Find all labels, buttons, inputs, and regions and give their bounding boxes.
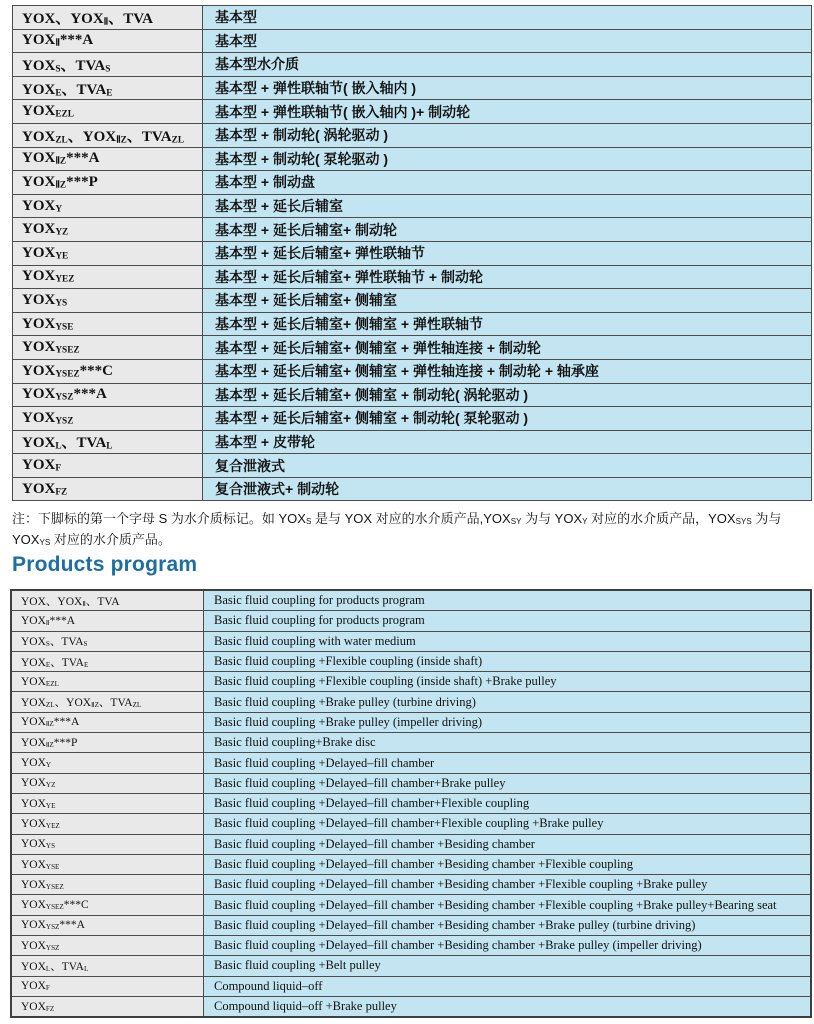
table-row: [13, 312, 812, 336]
model-description-cell: Basic fluid coupling +Delayed–fill chamber +Besiding chamber +Flexible coupling +Brake pulley: [204, 875, 812, 895]
model-subscript: Y: [582, 517, 588, 527]
model-subscript: YSZ: [55, 416, 74, 427]
model-subscript: F: [45, 984, 50, 993]
model-subscript: ⅡZ: [45, 740, 54, 749]
model-subscript: YS: [39, 538, 51, 548]
model-code-cell: $YOX_Y$: [13, 194, 203, 218]
table-row: [13, 76, 812, 100]
model-subscript: YEZ: [45, 821, 60, 830]
table-row: [13, 123, 812, 147]
model-code-cell: $YOX_{YSZ}***A$: [13, 383, 203, 407]
model-subscript: S: [55, 64, 61, 75]
model-description-cell: Basic fluid coupling +Belt pulley: [204, 956, 812, 976]
model-code-cell: $YOX_{EZL}$: [11, 672, 204, 692]
model-subscript: S: [83, 640, 88, 649]
model-description-cell: 基本型 + 延长后辅室+ 侧辅室 + 制动轮( 涡轮驱动 ): [203, 383, 812, 407]
model-subscript: SYS: [735, 517, 752, 527]
model-description-cell: 基本型 + 弹性联轴节( 嵌入轴内 ): [203, 76, 812, 100]
model-code-cell: $YOX_Ⅱ***A$: [13, 29, 203, 53]
model-description-cell: Basic fluid coupling +Delayed–fill chamber: [204, 753, 812, 773]
model-subscript: ⅡZ: [55, 156, 67, 167]
table-row: [13, 336, 812, 360]
model-subscript: S: [105, 64, 111, 75]
model-description-cell: Basic fluid coupling +Delayed–fill chamber+Brake pulley: [204, 773, 812, 793]
table-row: [13, 407, 812, 431]
model-subscript: ⅡZ: [45, 720, 54, 729]
table-row: [11, 733, 811, 753]
model-code-cell: YOX、$YOX_Ⅱ$、TVA: [11, 590, 204, 611]
model-description-cell: 基本型 + 延长后辅室+ 侧辅室 + 弹性轴连接 + 制动轮 + 轴承座: [203, 359, 812, 383]
model-description-cell: Basic fluid coupling +Brake pulley (impeller driving): [204, 712, 812, 732]
model-description-cell: 基本型 + 延长后辅室+ 侧辅室 + 弹性联轴节: [203, 312, 812, 336]
model-subscript: EZL: [45, 679, 59, 688]
table-row: [11, 895, 811, 915]
model-code-cell: $YOX_{YSEZ}***C$: [13, 359, 203, 383]
model-subscript: E: [45, 660, 51, 669]
table-row: [11, 753, 811, 773]
model-code-cell: $YOX_{YSEZ}***C$: [11, 895, 204, 915]
model-description-cell: 基本型 + 延长后辅室+ 弹性联轴节 + 制动轮: [203, 265, 812, 289]
table-row: [11, 793, 811, 813]
table-row: [13, 383, 812, 407]
model-description-cell: Basic fluid coupling +Delayed–fill chamber+Flexible coupling: [204, 793, 812, 813]
model-description-cell: Basic fluid coupling with water medium: [204, 631, 812, 651]
table-row: [13, 430, 812, 454]
model-code-cell: $YOX_{ⅡZ}***A$: [11, 712, 204, 732]
model-code-cell: $YOX_{EZL}$: [13, 100, 203, 124]
model-code-cell: $YOX_E$、$TVA_E$: [13, 76, 203, 100]
model-description-cell: 基本型 + 延长后辅室+ 制动轮: [203, 218, 812, 242]
model-description-cell: 复合泄液式: [203, 454, 812, 478]
model-subscript: ⅡZ: [116, 135, 127, 146]
table-row: [11, 834, 811, 854]
model-description-cell: Basic fluid coupling +Delayed–fill chamber +Besiding chamber +Brake pulley (turbine driving): [204, 915, 812, 935]
model-code-cell: $YOX_{YS}$: [11, 834, 204, 854]
model-code-cell: $YOX_{FZ}$: [11, 996, 204, 1017]
table-row: [13, 194, 812, 218]
model-subscript: L: [45, 965, 51, 974]
model-description-cell: 基本型 + 弹性联轴节( 嵌入轴内 )+ 制动轮: [203, 100, 812, 124]
model-subscript: YE: [45, 801, 56, 810]
model-description-cell: Basic fluid coupling+Brake disc: [204, 733, 812, 753]
model-subscript: ZL: [132, 701, 142, 710]
model-subscript: L: [55, 441, 62, 452]
table-row: [13, 359, 812, 383]
table-row: [13, 100, 812, 124]
model-code-cell: $YOX_L$、$TVA_L$: [11, 956, 204, 976]
model-subscript: YEZ: [55, 274, 75, 285]
model-subscript: L: [83, 965, 89, 974]
model-code-cell: $YOX_{ⅡZ}***P$: [13, 171, 203, 195]
model-description-cell: Basic fluid coupling for products program: [204, 590, 812, 611]
table-row: [13, 241, 812, 265]
model-subscript: Ⅱ: [45, 619, 50, 627]
model-subscript: YSZ: [55, 392, 74, 403]
models-table-english: [10, 589, 812, 1018]
table-row: [11, 712, 811, 732]
model-description-cell: 基本型: [203, 29, 812, 53]
model-subscript: ZL: [55, 135, 68, 146]
model-subscript: E: [83, 660, 89, 669]
model-code-cell: YOX、$YOX_Ⅱ$、TVA: [13, 6, 203, 30]
model-subscript: YZ: [55, 227, 69, 238]
model-subscript: ZL: [45, 701, 55, 710]
model-description-cell: 基本型 + 延长后辅室+ 侧辅室 + 弹性轴连接 + 制动轮: [203, 336, 812, 360]
model-description-cell: 基本型 + 制动盘: [203, 171, 812, 195]
models-table-chinese: [12, 5, 812, 501]
model-code-cell: $YOX_F$: [13, 454, 203, 478]
table-row: [11, 672, 811, 692]
model-code-cell: $YOX_S$、$TVA_S$: [13, 53, 203, 77]
model-subscript: YSZ: [45, 923, 60, 932]
model-code-cell: $YOX_S$、$TVA_S$: [11, 631, 204, 651]
table-row: [13, 6, 812, 30]
model-code-cell: $YOX_{ⅡZ}***A$: [13, 147, 203, 171]
model-subscript: YSEZ: [45, 903, 64, 912]
model-description-cell: Compound liquid–off: [204, 976, 812, 996]
model-description-cell: 基本型 + 制动轮( 泵轮驱动 ): [203, 147, 812, 171]
section-heading: Products program: [12, 553, 198, 576]
model-code-cell: $YOX_{ⅡZ}***P$: [11, 733, 204, 753]
model-subscript: F: [55, 463, 62, 474]
table-row: [11, 854, 811, 874]
model-code-cell: $YOX_{YSE}$: [11, 854, 204, 874]
model-code-cell: $YOX_{YEZ}$: [13, 265, 203, 289]
model-subscript: YS: [45, 842, 56, 851]
table-row: [11, 773, 811, 793]
model-code-cell: $YOX_{YSZ}$: [13, 407, 203, 431]
model-subscript: ⅡZ: [55, 180, 67, 191]
model-code-cell: $YOX_{ZL}$、$YOX_{ⅡZ}$、$TVA_{ZL}$: [11, 692, 204, 712]
model-subscript: ⅡZ: [91, 701, 99, 710]
model-description-cell: Basic fluid coupling +Flexible coupling (inside shaft) +Brake pulley: [204, 672, 812, 692]
model-code-cell: $YOX_{ZL}$、$YOX_{ⅡZ}$、$TVA_{ZL}$: [13, 123, 203, 147]
model-subscript: FZ: [45, 1004, 55, 1013]
table-row: [11, 611, 811, 631]
table-row: [13, 147, 812, 171]
table-row: [13, 171, 812, 195]
model-description-cell: Compound liquid–off +Brake pulley: [204, 996, 812, 1017]
model-code-cell: $YOX_{YE}$: [11, 793, 204, 813]
model-description-cell: Basic fluid coupling +Brake pulley (turbine driving): [204, 692, 812, 712]
model-description-cell: 基本型 + 延长后辅室+ 弹性联轴节: [203, 241, 812, 265]
model-code-cell: $YOX_{YZ}$: [13, 218, 203, 242]
model-code-cell: $YOX_{YSZ}***A$: [11, 915, 204, 935]
model-code-cell: $YOX_{YSEZ}$: [13, 336, 203, 360]
model-code-cell: $YOX_Y$: [11, 753, 204, 773]
model-subscript: YZ: [45, 781, 56, 790]
model-subscript: YSEZ: [55, 369, 80, 380]
model-code-cell: $YOX_{YSE}$: [13, 312, 203, 336]
model-description-cell: 基本型: [203, 6, 812, 30]
table-row: [11, 590, 811, 611]
table-row: [11, 651, 811, 671]
model-code-cell: $YOX_{YZ}$: [11, 773, 204, 793]
table-row: [13, 477, 812, 501]
model-code-cell: $YOX_{YSZ}$: [11, 936, 204, 956]
model-code-cell: $YOX_{YEZ}$: [11, 814, 204, 834]
model-description-cell: Basic fluid coupling +Flexible coupling (inside shaft): [204, 651, 812, 671]
model-description-cell: 基本型 + 延长后辅室+ 侧辅室 + 制动轮( 泵轮驱动 ): [203, 407, 812, 431]
table-row: [11, 956, 811, 976]
model-subscript: Ⅱ: [82, 599, 86, 608]
table-row: [11, 936, 811, 956]
table-row: [11, 631, 811, 651]
model-description-cell: Basic fluid coupling for products program: [204, 611, 812, 631]
model-description-cell: Basic fluid coupling +Delayed–fill chamber +Besiding chamber: [204, 834, 812, 854]
table-row: [13, 218, 812, 242]
model-subscript: ZL: [171, 135, 185, 146]
model-code-cell: $YOX_E$、$TVA_E$: [11, 651, 204, 671]
model-description-cell: Basic fluid coupling +Delayed–fill chamber +Besiding chamber +Flexible coupling: [204, 854, 812, 874]
table-row: [13, 289, 812, 313]
model-code-cell: $YOX_{FZ}$: [13, 477, 203, 501]
model-description-cell: 基本型 + 延长后辅室: [203, 194, 812, 218]
model-description-cell: 基本型 + 皮带轮: [203, 430, 812, 454]
model-subscript: YSEZ: [55, 345, 80, 356]
model-code-cell: $YOX_{YS}$: [13, 289, 203, 313]
table-row: [11, 814, 811, 834]
model-subscript: YSEZ: [45, 882, 64, 891]
model-subscript: S: [305, 517, 312, 527]
table-row: [11, 976, 811, 996]
model-subscript: YSE: [55, 321, 74, 332]
model-subscript: L: [106, 441, 113, 452]
table-row: [11, 996, 811, 1017]
footnote: 注：下脚标的第一个字母 S 为水介质标记。如 $YOX_S$ 是与 YOX 对应的水介质产品$,YOX_{SY}$ 为与 $YOX_Y$ 对应的水介质产品，$YOX_{SYS}$ 为与 $YOX_{YS}$ 对应的水介质产品。: [12, 511, 782, 548]
model-subscript: YE: [55, 251, 69, 262]
model-subscript: YS: [55, 298, 68, 309]
model-description-cell: 基本型 + 制动轮( 涡轮驱动 ): [203, 123, 812, 147]
model-code-cell: $YOX_{YSEZ}$: [11, 875, 204, 895]
table-row: [13, 454, 812, 478]
model-description-cell: 基本型水介质: [203, 53, 812, 77]
model-description-cell: 复合泄液式+ 制动轮: [203, 477, 812, 501]
model-code-cell: $YOX_F$: [11, 976, 204, 996]
model-code-cell: $YOX_Ⅱ***A$: [11, 611, 204, 631]
model-description-cell: Basic fluid coupling +Delayed–fill chamber+Flexible coupling +Brake pulley: [204, 814, 812, 834]
model-subscript: EZL: [55, 109, 74, 120]
model-description-cell: Basic fluid coupling +Delayed–fill chamber +Besiding chamber +Flexible coupling +Brake pulley+Bearing seat: [204, 895, 812, 915]
table-row: [11, 915, 811, 935]
model-subscript: Ⅱ: [103, 17, 109, 28]
model-subscript: E: [106, 87, 113, 98]
model-subscript: YSE: [45, 862, 60, 871]
model-subscript: S: [45, 640, 50, 649]
model-code-cell: $YOX_L$、$TVA_L$: [13, 430, 203, 454]
model-subscript: YSZ: [45, 943, 60, 952]
model-subscript: Y: [45, 761, 52, 770]
table-row: [11, 692, 811, 712]
model-subscript: Ⅱ: [55, 38, 60, 49]
model-subscript: FZ: [55, 487, 68, 498]
table-row: [13, 265, 812, 289]
model-subscript: Y: [55, 203, 63, 214]
table-row: [13, 53, 812, 77]
table-row: [13, 29, 812, 53]
model-subscript: SY: [510, 517, 522, 527]
table-row: [11, 875, 811, 895]
model-subscript: E: [55, 87, 62, 98]
model-description-cell: Basic fluid coupling +Delayed–fill chamber +Besiding chamber +Brake pulley (impeller driving): [204, 936, 812, 956]
model-description-cell: 基本型 + 延长后辅室+ 侧辅室: [203, 289, 812, 313]
model-code-cell: $YOX_{YE}$: [13, 241, 203, 265]
